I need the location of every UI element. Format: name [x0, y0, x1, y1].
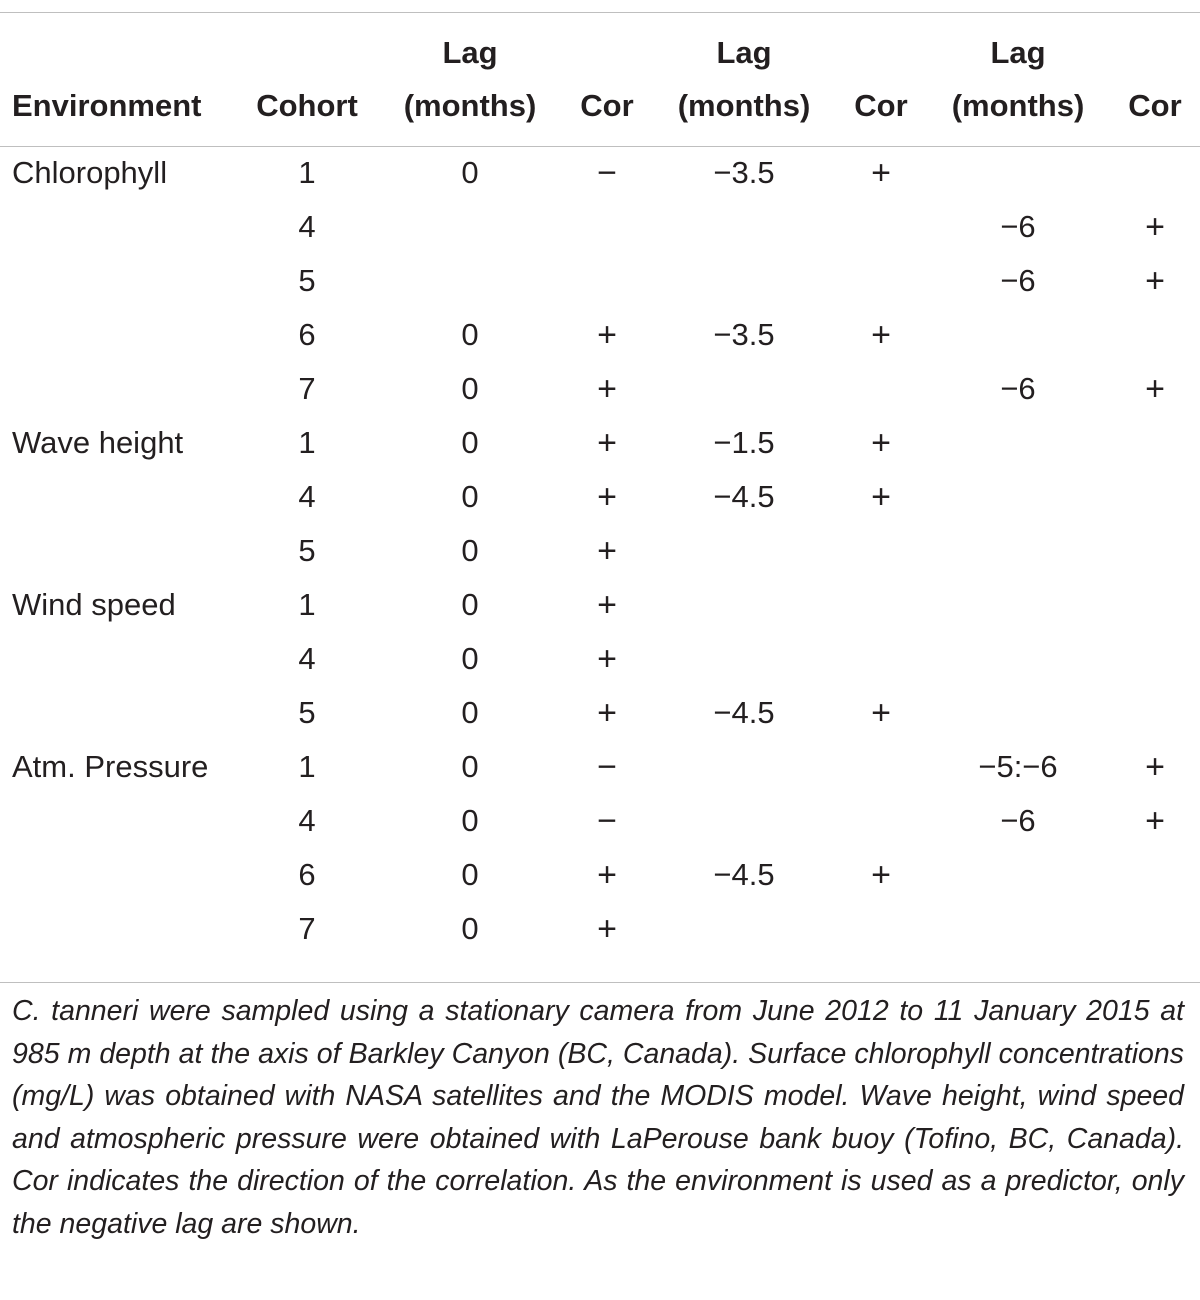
cell-lag-2: −4.5 [713, 695, 775, 730]
header-spacer [0, 132, 1200, 146]
cell-cor-2 [836, 632, 926, 686]
table-row [0, 848, 1200, 902]
cell-cohort: 4 [298, 479, 316, 514]
cell-lag-1: 0 [461, 479, 479, 514]
cell-cor-2 [836, 740, 926, 794]
cell-cohort: 6 [298, 317, 316, 352]
cell-cor-2 [836, 200, 926, 254]
cell-cor-1: + [597, 694, 617, 732]
cell-cor-3 [1110, 578, 1200, 632]
cell-lag-1: 0 [461, 857, 479, 892]
cell-environment [0, 200, 236, 254]
cell-cor-2: + [871, 424, 891, 462]
cell-lag-3 [926, 686, 1110, 740]
cell-environment [0, 362, 236, 416]
cell-cohort: 5 [298, 533, 316, 568]
cell-cor-3: + [1145, 262, 1165, 300]
cell-lag-1 [378, 200, 562, 254]
header-row-bottom [0, 80, 1200, 132]
table-row [0, 578, 1200, 632]
cell-cor-1: + [597, 424, 617, 462]
header-cohort-top [236, 26, 378, 80]
header-lag-1-top: Lag [442, 35, 498, 70]
table-row [0, 254, 1200, 308]
cell-lag-1: 0 [461, 587, 479, 622]
cell-cor-2 [836, 794, 926, 848]
table-row [0, 362, 1200, 416]
table-row [0, 794, 1200, 848]
cell-lag-2 [652, 740, 836, 794]
cell-lag-2 [652, 524, 836, 578]
cell-lag-3 [926, 146, 1110, 200]
header-lag-2-top: Lag [716, 35, 772, 70]
header-cor-2-top [836, 26, 926, 80]
cell-lag-1: 0 [461, 641, 479, 676]
header-environment: Environment [12, 88, 202, 123]
header-cor-1: Cor [580, 88, 634, 123]
cell-environment [0, 470, 236, 524]
header-lag-3-top: Lag [990, 35, 1046, 70]
cell-cor-3: + [1145, 748, 1165, 786]
cell-lag-3 [926, 902, 1110, 956]
cell-lag-2: −4.5 [713, 857, 775, 892]
cell-cohort: 6 [298, 857, 316, 892]
cell-cor-3: + [1145, 802, 1165, 840]
cell-environment [0, 848, 236, 902]
cell-environment: Atm. Pressure [12, 749, 209, 784]
cell-environment: Chlorophyll [12, 155, 168, 190]
cell-lag-1: 0 [461, 155, 479, 190]
cell-lag-1: 0 [461, 749, 479, 784]
cell-cor-1: − [597, 154, 617, 192]
cell-environment: Wave height [12, 425, 184, 460]
header-environment-top [0, 26, 236, 80]
table-row [0, 200, 1200, 254]
results-table [0, 26, 1200, 956]
cell-lag-1: 0 [461, 911, 479, 946]
bottom-rule [0, 982, 1200, 983]
cell-environment [0, 632, 236, 686]
cell-lag-3: −5:−6 [978, 749, 1058, 784]
cell-cor-3 [1110, 524, 1200, 578]
header-cor-3-top [1110, 26, 1200, 80]
cell-lag-2 [652, 254, 836, 308]
cell-cor-2: + [871, 694, 891, 732]
cell-environment [0, 794, 236, 848]
cell-cor-2 [836, 902, 926, 956]
cell-lag-1: 0 [461, 533, 479, 568]
cell-cohort: 7 [298, 911, 316, 946]
cell-cor-3 [1110, 416, 1200, 470]
table-row [0, 470, 1200, 524]
table-row [0, 416, 1200, 470]
cell-lag-3: −6 [1000, 263, 1036, 298]
cell-cor-2: + [871, 856, 891, 894]
cell-environment [0, 524, 236, 578]
top-rule [0, 12, 1200, 13]
cell-lag-2 [652, 902, 836, 956]
cell-lag-3: −6 [1000, 209, 1036, 244]
cell-cohort: 5 [298, 695, 316, 730]
table-row [0, 740, 1200, 794]
cell-cohort: 4 [298, 209, 316, 244]
table-row [0, 524, 1200, 578]
header-cohort: Cohort [256, 88, 358, 123]
cell-lag-2 [652, 578, 836, 632]
cell-cor-1 [562, 254, 652, 308]
cell-lag-1: 0 [461, 317, 479, 352]
table-row [0, 902, 1200, 956]
cell-lag-3 [926, 416, 1110, 470]
cell-lag-1: 0 [461, 371, 479, 406]
cell-cor-1: − [597, 748, 617, 786]
cell-cohort: 4 [298, 641, 316, 676]
cell-cor-2 [836, 254, 926, 308]
cell-cohort: 7 [298, 371, 316, 406]
cell-cor-3 [1110, 470, 1200, 524]
cell-cor-3 [1110, 308, 1200, 362]
cell-lag-3 [926, 524, 1110, 578]
cell-cor-3 [1110, 686, 1200, 740]
table-row [0, 686, 1200, 740]
header-lag-1: (months) [403, 88, 537, 123]
cell-cor-3 [1110, 146, 1200, 200]
table-body [0, 146, 1200, 956]
cell-cohort: 1 [298, 749, 316, 784]
cell-lag-3: −6 [1000, 371, 1036, 406]
cell-lag-1: 0 [461, 425, 479, 460]
cell-cor-1 [562, 200, 652, 254]
cell-lag-3 [926, 308, 1110, 362]
cell-lag-3: −6 [1000, 803, 1036, 838]
cell-cohort: 4 [298, 803, 316, 838]
cell-cor-2: + [871, 478, 891, 516]
cell-cor-1: − [597, 802, 617, 840]
cell-cor-1: + [597, 640, 617, 678]
cell-cor-3: + [1145, 208, 1165, 246]
cell-cor-1: + [597, 370, 617, 408]
cell-cor-1: + [597, 316, 617, 354]
cell-cor-2: + [871, 154, 891, 192]
header-cor-2: Cor [854, 88, 908, 123]
cell-cor-3 [1110, 902, 1200, 956]
table-header [0, 26, 1200, 146]
cell-environment [0, 686, 236, 740]
cell-lag-3 [926, 470, 1110, 524]
cell-lag-3 [926, 578, 1110, 632]
cell-cohort: 1 [298, 587, 316, 622]
cell-lag-3 [926, 848, 1110, 902]
cell-cohort: 5 [298, 263, 316, 298]
header-cor-3: Cor [1128, 88, 1182, 123]
cell-environment [0, 308, 236, 362]
cell-lag-1 [378, 254, 562, 308]
cell-lag-2 [652, 794, 836, 848]
cell-lag-2: −1.5 [713, 425, 775, 460]
header-row-top [0, 26, 1200, 80]
cell-lag-2 [652, 632, 836, 686]
table-row [0, 632, 1200, 686]
cell-lag-2: −3.5 [713, 155, 775, 190]
cell-cor-3 [1110, 848, 1200, 902]
cell-cohort: 1 [298, 155, 316, 190]
cell-cor-2: + [871, 316, 891, 354]
cell-cor-1: + [597, 856, 617, 894]
cell-cor-2 [836, 362, 926, 416]
cell-lag-3 [926, 632, 1110, 686]
table-row [0, 308, 1200, 362]
header-lag-2: (months) [677, 88, 811, 123]
cell-lag-2: −4.5 [713, 479, 775, 514]
table-caption: C. tanneri were sampled using a stationary camera from June 2012 to 11 January 2015 at 985 m depth at the axis of Barkley Canyon (BC, Canada). Surface chlorophyll concentrations (mg/L) was obtained with NASA satellites and the MODIS model. Wave height, wind speed and atmospheric pressure were obtained with LaPerouse bank buoy (Tofino, BC, Canada). Cor indicates the direction of the correlation. As the environment is used as a predictor, only the negative lag are shown. [12, 995, 1184, 1240]
table-row [0, 146, 1200, 200]
cell-cor-1: + [597, 586, 617, 624]
cell-cohort: 1 [298, 425, 316, 460]
cell-cor-2 [836, 524, 926, 578]
header-lag-3: (months) [951, 88, 1085, 123]
cell-lag-1: 0 [461, 695, 479, 730]
cell-cor-2 [836, 578, 926, 632]
cell-environment: Wind speed [12, 587, 176, 622]
cell-cor-1: + [597, 532, 617, 570]
cell-lag-1: 0 [461, 803, 479, 838]
cell-lag-2 [652, 362, 836, 416]
cell-cor-3 [1110, 632, 1200, 686]
cell-cor-3: + [1145, 370, 1165, 408]
cell-environment [0, 902, 236, 956]
header-cor-1-top [562, 26, 652, 80]
cell-cor-1: + [597, 910, 617, 948]
cell-environment [0, 254, 236, 308]
cell-lag-2 [652, 200, 836, 254]
cell-cor-1: + [597, 478, 617, 516]
cell-lag-2: −3.5 [713, 317, 775, 352]
